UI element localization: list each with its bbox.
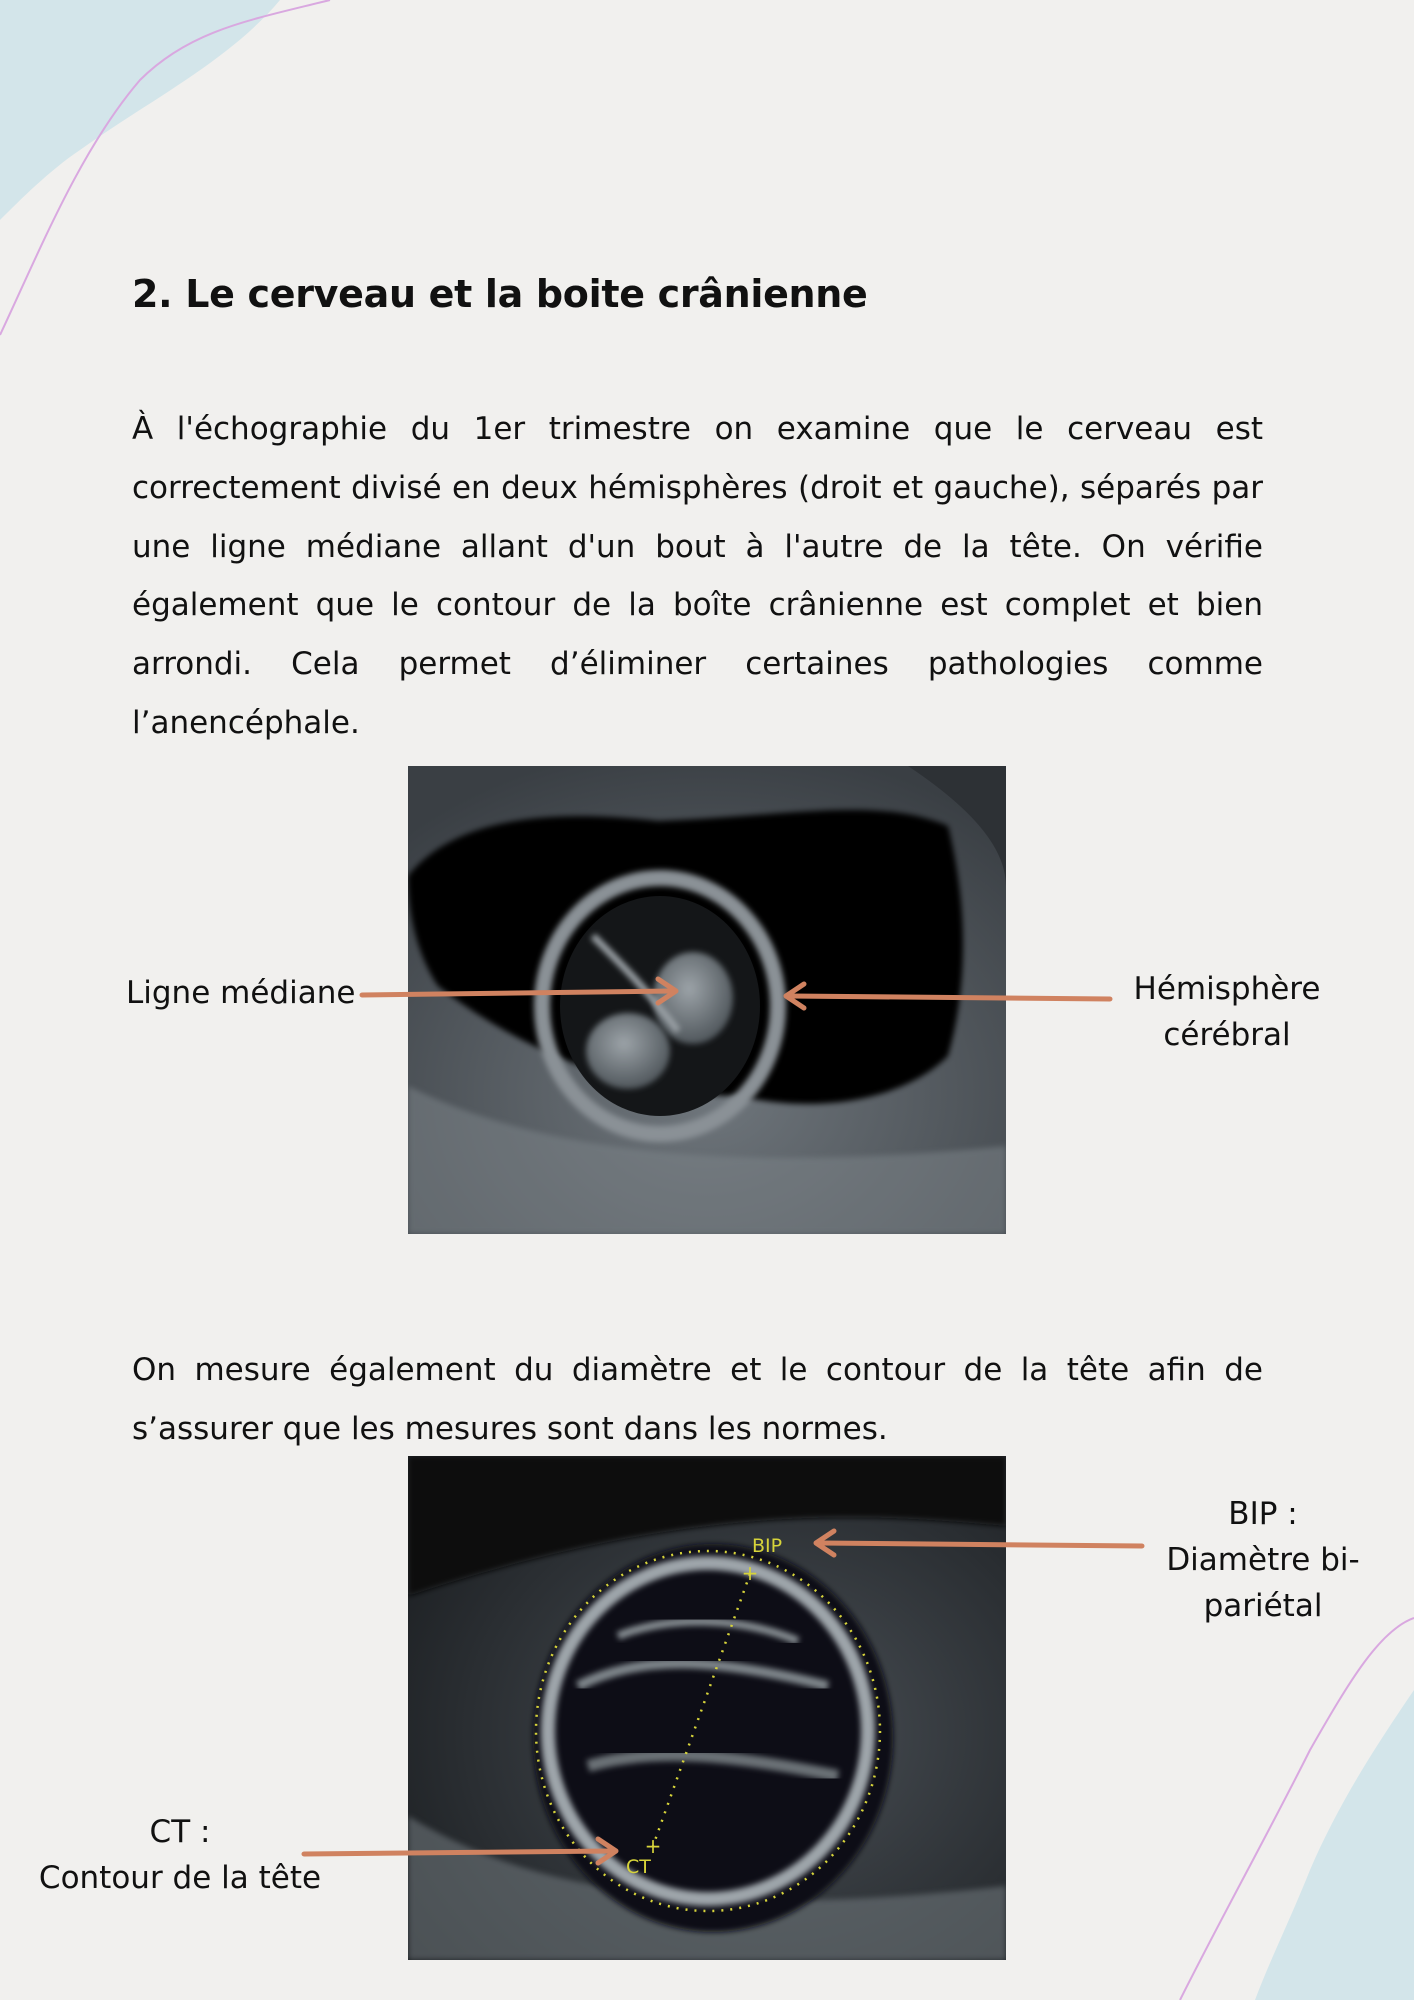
label-hemisphere-cerebral xyxy=(1122,966,1332,1058)
intro-paragraph: À l'échographie du 1er trimestre on examine que le cerveau est correctement divisé en deux hémisphères (droit et gauche), séparés par une ligne médiane allant d'un bout à l'autre de la tête. On vérifie également que le contour de la boîte crânienne est complet et bien arrondi. Cela permet d’éliminer certaines pathologies comme l’anencéphale. xyxy=(132,411,1263,741)
label-bip-line2: Diamètre bi- xyxy=(1166,1542,1360,1578)
svg-text:+: + xyxy=(644,1834,662,1858)
bottom-right-line xyxy=(1180,1618,1414,2000)
label-ct xyxy=(30,1809,330,1901)
label-bip-line1: BIP : xyxy=(1228,1496,1298,1532)
overlay-ct-text: CT xyxy=(626,1856,651,1878)
label-bip xyxy=(1148,1491,1378,1629)
label-hemisphere-line1: Hémisphère xyxy=(1133,971,1321,1007)
label-bip-line3: pariétal xyxy=(1203,1588,1323,1624)
overlay-bip-text: BIP xyxy=(752,1535,783,1557)
top-left-blob xyxy=(0,0,280,220)
label-ligne-mediane: Ligne médiane xyxy=(126,975,356,1011)
label-ct-line1: CT : xyxy=(149,1814,211,1850)
svg-text:+: + xyxy=(741,1561,759,1585)
measurement-paragraph: On mesure également du diamètre et le contour de la tête afin de s’assurer que les mesures sont dans les normes. xyxy=(132,1352,1263,1447)
label-ct-line2: Contour de la tête xyxy=(38,1860,322,1896)
page-title: 2. Le cerveau et la boite crânienne xyxy=(132,272,868,316)
ultrasound-image-measurements xyxy=(408,1456,1006,1960)
bottom-right-blob xyxy=(1255,1690,1414,2000)
label-hemisphere-line2: cérébral xyxy=(1163,1017,1291,1053)
ultrasound-image-hemispheres xyxy=(408,766,1006,1234)
